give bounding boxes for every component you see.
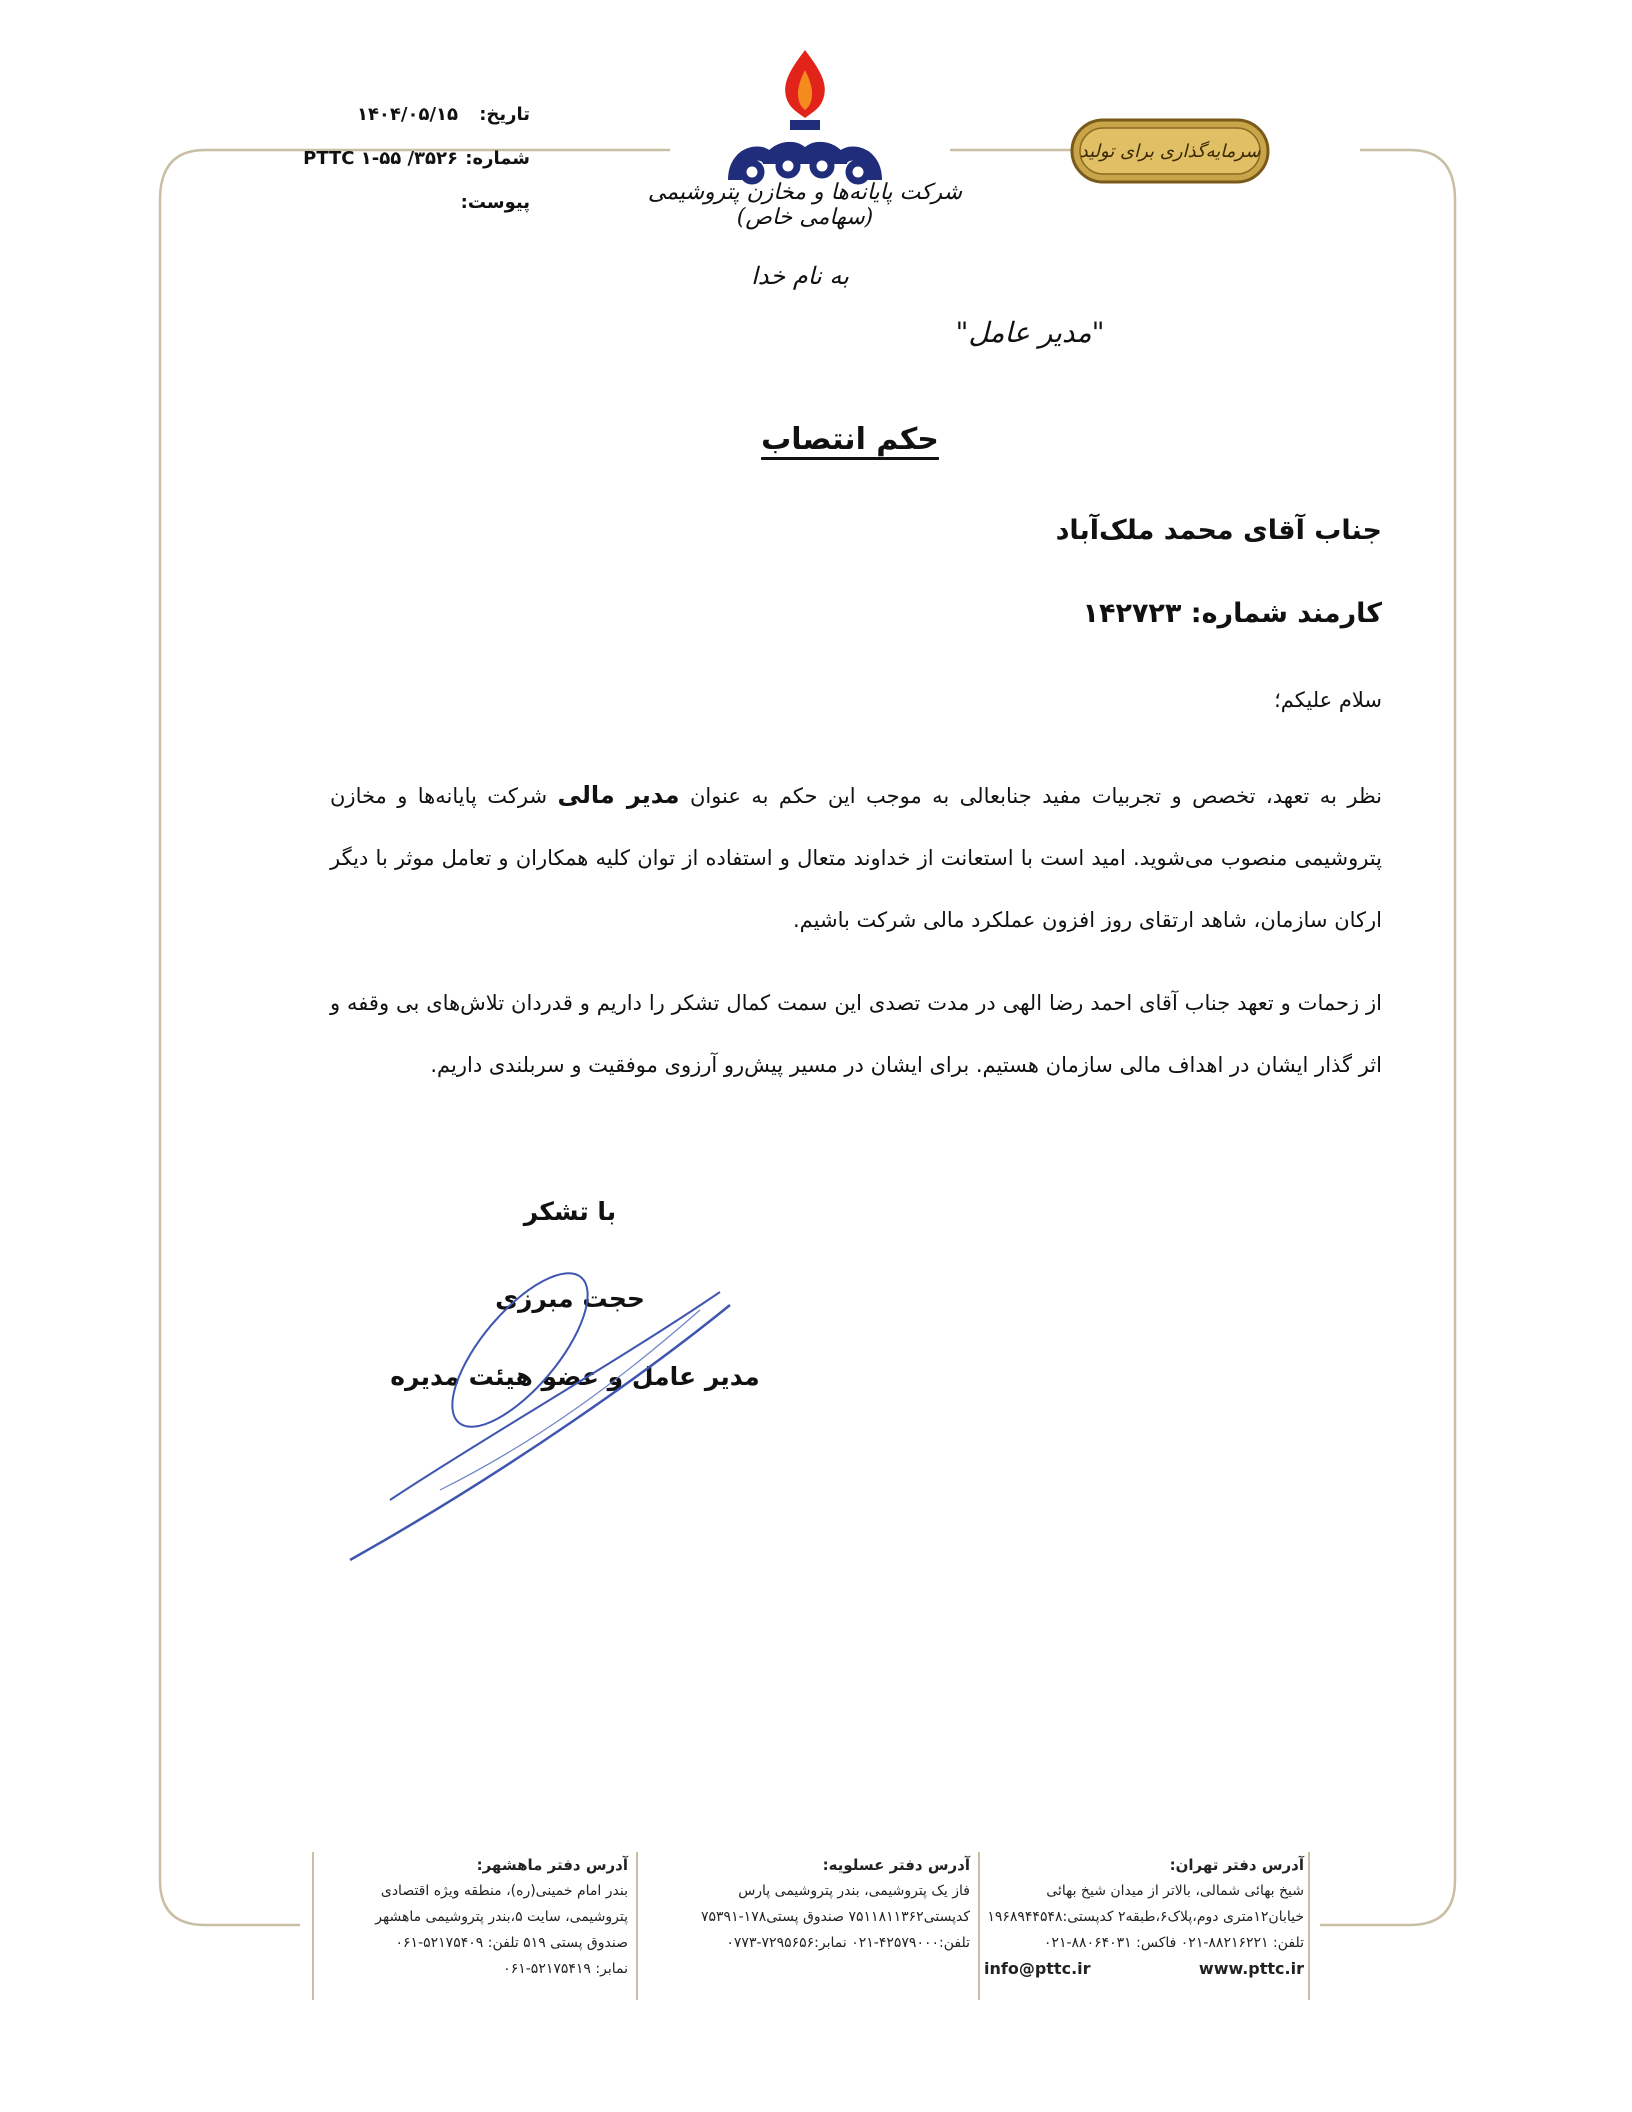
footer-divider: [312, 1852, 314, 2000]
tehran-line3: تلفن: ۸۸۲۱۶۲۲۱-۰۲۱ فاکس: ۸۸۰۶۴۰۳۱-۰۲۱: [1043, 1935, 1304, 1951]
mahshahr-line4: نمابر: ۵۲۱۷۵۴۱۹-۰۶۱: [503, 1961, 628, 1977]
website-link[interactable]: www.pttc.ir: [1198, 1959, 1304, 1978]
signer-name: حجت مبرزی: [495, 1284, 645, 1313]
basmala: به نام خدا: [751, 262, 849, 290]
attachment-label: پیوست:: [460, 191, 530, 213]
mahshahr-line3: صندوق پستی ۵۱۹ تلفن: ۵۲۱۷۵۴۰۹-۰۶۱: [395, 1935, 628, 1951]
tehran-line2: خیابان۱۲متری دوم،پلاک۶،طبقه۲ کدپستی:۱۹۶۸۹۴۴۵۴۸: [987, 1909, 1304, 1925]
para1-part2: شرکت پایانه‌ها و مخازن پتروشیمی منصوب می‌شوید. امید است با استعانت از خداوند متعال و استفاده از توان کلیه همکاران و تعامل موثر با دیگر ارکان سازمان، شاهد ارتقای روز افزون عملکرد مالی شرکت باشیم.: [330, 784, 1382, 932]
footer-mahshahr-office: [318, 1852, 628, 2002]
employee-number: کارمند شماره: ۱۴۲۷۲۳: [1082, 598, 1382, 629]
date-value: ۱۴۰۴/۰۵/۱۵: [356, 103, 458, 125]
footer-asaluyeh-office: [640, 1852, 970, 2002]
asaluyeh-line3: تلفن:۴۲۵۷۹۰۰۰-۰۲۱ نمابر:۷۲۹۵۶۵۶-۰۷۷۳: [726, 1935, 970, 1951]
footer-tehran-office: [984, 1852, 1304, 2002]
asaluyeh-line1: فاز یک پتروشیمی، بندر پتروشیمی پارس: [738, 1883, 970, 1899]
position-title: مدیر مالی: [557, 781, 680, 809]
footer-divider: [636, 1852, 638, 2000]
date-label: تاریخ:: [479, 103, 530, 125]
company-name: شرکت پایانه‌ها و مخازن پتروشیمی (سهامی خاص): [647, 180, 963, 230]
letter-title-text: حکم انتصاب: [761, 422, 939, 457]
footer-divider: [1308, 1852, 1310, 2000]
mahshahr-line2: پتروشیمی، سایت ۵،بندر پتروشیمی ماهشهر: [375, 1909, 628, 1925]
number-row: [290, 136, 530, 180]
asaluyeh-title: آدرس دفتر عسلویه:: [822, 1856, 970, 1874]
letter-title: [680, 422, 1020, 457]
contact-row: [984, 1956, 1304, 1982]
body-paragraph-1: [330, 764, 1382, 951]
handwritten-signature-icon: [320, 1240, 760, 1570]
number-label: شماره:: [465, 147, 530, 169]
closing-thanks: با تشکر: [523, 1197, 617, 1226]
attachment-row: [290, 180, 530, 224]
mahshahr-line1: بندر امام خمینی(ره)، منطقه ویژه اقتصادی: [380, 1883, 628, 1899]
letter-meta: [290, 92, 530, 224]
greeting: سلام علیکم؛: [1274, 688, 1382, 712]
body-paragraph-2: از زحمات و تعهد جناب آقای احمد رضا الهی در مدت تصدی این سمت کمال تشکر را داریم و قدردان تلاش‌های بی وقفه و اثر گذار ایشان در اهداف مالی سازمان هستیم. برای ایشان در مسیر پیش‌رو آرزوی موفقیت و سربلندی داریم.: [330, 991, 1382, 1077]
asaluyeh-line2: کدپستی۷۵۱۱۸۱۱۳۶۲ صندوق پستی۱۷۸-۷۵۳۹۱: [701, 1909, 970, 1925]
mahshahr-title: آدرس دفتر ماهشهر:: [476, 1856, 628, 1874]
issuer-title: "مدیر عامل": [955, 316, 1105, 349]
slogan-text: سرمایه‌گذاری برای تولید: [1079, 140, 1261, 162]
email-link[interactable]: info@pttc.ir: [984, 1959, 1091, 1978]
footer-divider: [978, 1852, 980, 2000]
date-row: [290, 92, 530, 136]
tehran-title: آدرس دفتر تهران:: [1169, 1856, 1304, 1874]
para1-part1: نظر به تعهد، تخصص و تجربیات مفید جنابعالی به موجب این حکم به عنوان: [689, 784, 1383, 808]
tehran-line1: شیخ بهائی شمالی، بالاتر از میدان شیخ بهائی: [1046, 1883, 1304, 1899]
signer-role: مدیر عامل و عضو هیئت مدیره: [390, 1362, 760, 1391]
recipient-name: جناب آقای محمد ملک‌آباد: [1055, 515, 1382, 546]
number-value: PTTC ۱-۵۵ /۳۵۲۶: [303, 147, 458, 169]
